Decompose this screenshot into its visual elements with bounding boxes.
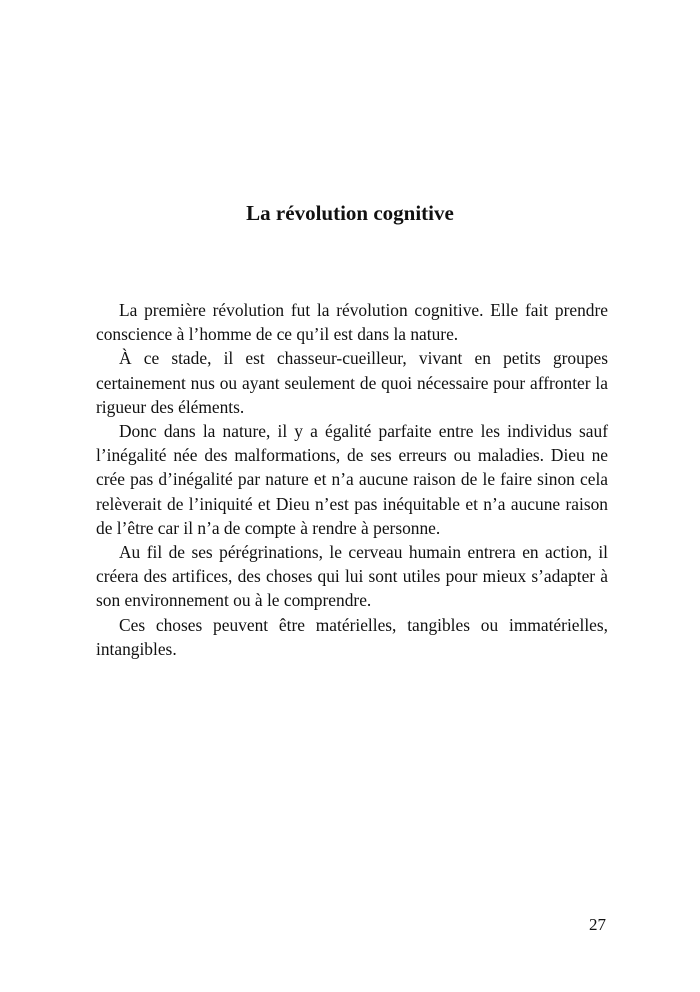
body-text [96, 298, 608, 661]
chapter-title: La révolution cognitive [246, 201, 454, 225]
page-number: 27 [589, 915, 606, 934]
paragraph: À ce stade, il est chasseur-cueilleur, vivant en petits groupes certainement nus ou ayant seulement de quoi nécessaire pour affronter la rigueur des éléments. [96, 348, 608, 417]
paragraph: La première révolution fut la révolution cognitive. Elle fait prendre conscience à l’homme de ce qu’il est dans la nature. [96, 300, 608, 345]
paragraph: Ces choses peuvent être matérielles, tangibles ou immatérielles, intangibles. [96, 614, 608, 659]
paragraph: Donc dans la nature, il y a égalité parfaite entre les individus sauf l’inégalité née des malformations, de ses erreurs ou maladies. Dieu ne crée pas d’inégalité par nature et n’a aucune raison de le faire sinon cela relèverait de l’iniquité et Dieu n’est pas inéquitable et n’a aucune raison de l’être car il n’a de compte à rendre à personne. [96, 421, 608, 538]
paragraph: Au fil de ses pérégrinations, le cerveau humain entrera en action, il créera des artifices, des choses qui lui sont utiles pour mieux s’adapter à son environnement ou à le comprendre. [96, 542, 608, 611]
